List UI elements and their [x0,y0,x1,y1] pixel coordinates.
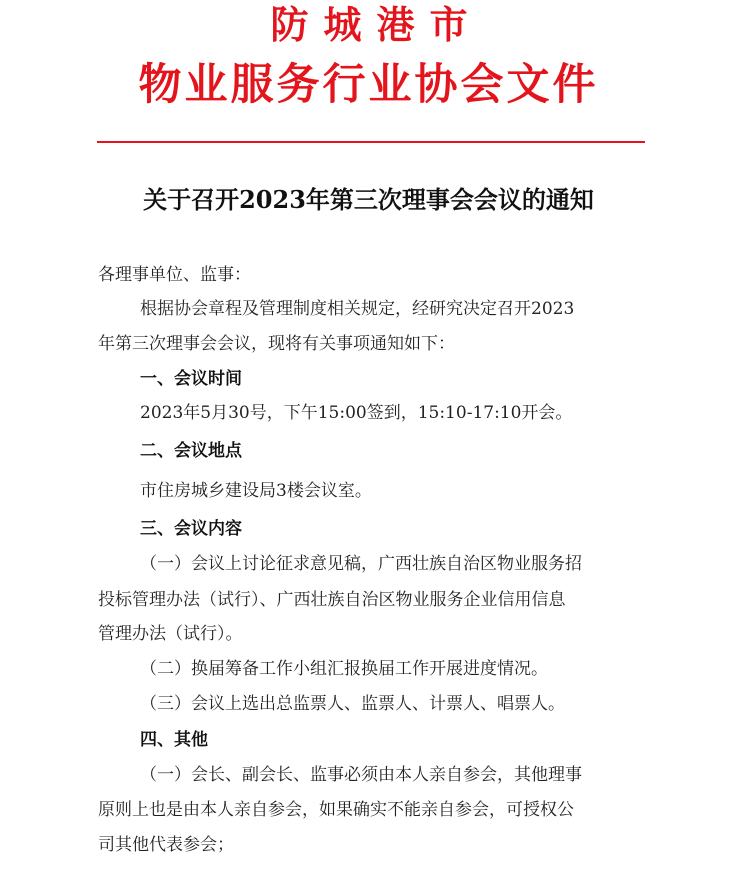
other-item-1-line-3: 司其他代表参会； [98,835,234,855]
other-item-1-line-1: （一）会长、副会长、监事必须由本人亲自参会，其他理事 [140,765,582,785]
content-item-1-line-1: （一）会议上讨论征求意见稿，广西壮族自治区物业服务招 [140,554,582,574]
intro-paragraph-line-2: 年第三次理事会会议，现将有关事项通知如下： [98,334,455,354]
salutation: 各理事单位、监事： [98,265,251,285]
intro-paragraph-line-1: 根据协会章程及管理制度相关规定，经研究决定召开2023 [140,299,575,319]
section-heading-place: 二、会议地点 [140,441,242,461]
meeting-time-text: 2023年5月30号，下午15:00签到，15:10-17:10开会。 [140,403,573,423]
content-item-3: （三）会议上选出总监票人、监票人、计票人、唱票人。 [140,694,565,714]
content-item-2: （二）换届筹备工作小组汇报换届工作开展进度情况。 [140,659,548,679]
other-item-1-line-2: 原则上也是由本人亲自参会，如果确实不能亲自参会，可授权公 [98,800,574,820]
content-item-1-line-3: 管理办法（试行）。 [98,624,243,644]
issuer-header-city: 防城港市 [270,3,483,47]
section-heading-time: 一、会议时间 [140,369,242,389]
meeting-place-text: 市住房城乡建设局3楼会议室。 [140,481,372,501]
section-heading-other: 四、其他 [140,730,208,750]
section-heading-content: 三、会议内容 [140,519,242,539]
document-title: 关于召开2023年第三次理事会会议的通知 [143,185,594,214]
content-item-1-line-2: 投标管理办法（试行）、广西壮族自治区物业服务企业信用信息 [98,590,566,610]
header-red-rule [97,141,645,143]
issuer-header-association: 物业服务行业协会文件 [138,60,599,110]
